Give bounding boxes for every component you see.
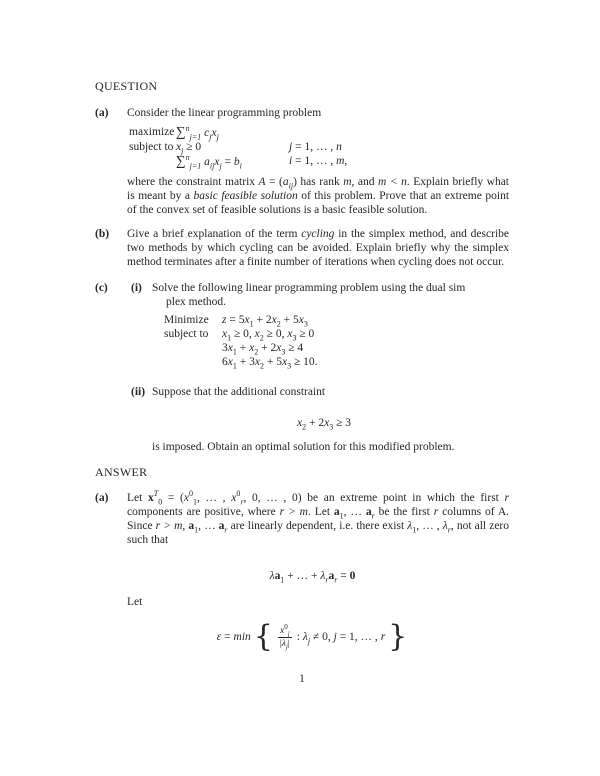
lp-a-row2-side: i = 1, … , m, bbox=[289, 155, 348, 167]
right-brace: } bbox=[388, 619, 408, 654]
lambda-combination-formula: $\lambda a_1$ + … + $\lambda_ra_r = 0$ bbox=[269, 570, 356, 585]
lp-a-row0-side bbox=[289, 125, 509, 140]
lp-c-row1-expr: $x_1 \ge 0$, $x_2 \ge 0$, $x_3 \ge 0$ bbox=[222, 328, 315, 343]
epsilon-suffix: : $\lambda_j \ne 0$, j = 1, … , r bbox=[296, 631, 386, 646]
left-brace: { bbox=[253, 619, 273, 654]
item-c-ii-label: (ii) bbox=[131, 386, 146, 398]
answer-a-label: (a) bbox=[95, 492, 109, 504]
item-a-body: where the constraint matrix $A = (a_{ij})$ has rank m, and m < n. Explain briefly what is meant by a basic feasible solution of this problem. Prove that an extreme point of the convex set of feasible solutions is a basic feasible solution. bbox=[127, 176, 510, 216]
answer-let-text: Let bbox=[127, 596, 143, 608]
answer-item-a bbox=[95, 491, 509, 655]
item-c-ii-outro: is imposed. Obtain an optimal solution for this modified problem. bbox=[152, 441, 455, 453]
lp-c-row0-expr: $z = 5x_1 + 2x_2 + 5x_3$ bbox=[222, 314, 308, 329]
lp-problem-c bbox=[164, 313, 509, 369]
lp-a-row0-expr: ∑$^n_{j=1}$ $c_jx_j$ bbox=[176, 124, 219, 142]
fraction-denominator: $|\lambda_j|$ bbox=[279, 638, 290, 651]
answer-a-body: Let $x^T_0 = (x^0_1$, … , $x^0_r$, 0, … , 0) be an extreme point in which the first r components are positive, where r > m. Let $a_1$, … $a_r$ be the first r columns of A. Since r > m, $a_1$, … $a_r$ are linearly dependent, i.e. there exist $\lambda_1$, … , $\lambda_r$, not all zero such that bbox=[127, 489, 510, 546]
lp-c-row3-expr: $6x_1 + 3x_2 + 5x_3 \ge 10$. bbox=[222, 356, 318, 371]
item-a-intro: Consider the linear programming problem bbox=[127, 107, 322, 119]
lp-c-row2-expr: $3x_1 + x_2 + 2x_3 \ge 4$ bbox=[222, 342, 304, 357]
lp-a-row2-label bbox=[129, 154, 176, 169]
epsilon-min-formula bbox=[115, 619, 509, 655]
item-a-label: (a) bbox=[95, 107, 109, 119]
constraint-formula: $x_2 + 2x_3 \ge 3$ bbox=[296, 417, 352, 432]
question-item-c bbox=[95, 281, 509, 454]
lp-a-row1-label: subject to bbox=[129, 141, 174, 153]
lp-c-row2-label bbox=[164, 341, 222, 355]
question-item-c-ii bbox=[128, 385, 509, 454]
text-block bbox=[95, 79, 509, 655]
item-c-label: (c) bbox=[95, 282, 108, 294]
question-item-c-i bbox=[128, 281, 509, 369]
lp-c-row0-label: Minimize bbox=[164, 314, 209, 326]
lp-c-row3-label bbox=[164, 355, 222, 369]
page-number: 1 bbox=[299, 673, 305, 685]
lp-a-row1-expr: $x_j \ge 0$ bbox=[176, 141, 202, 156]
question-heading: QUESTION bbox=[95, 79, 158, 93]
lp-problem-a bbox=[129, 125, 509, 169]
item-b-label: (b) bbox=[95, 228, 110, 240]
lp-a-row1-side: j = 1, … , n bbox=[289, 141, 342, 153]
lp-a-row2-expr: ∑$^n_{j=1}$ $a_{ij}x_j = b_i$ bbox=[176, 153, 242, 171]
fraction bbox=[278, 622, 292, 651]
item-c-i-intro: Solve the following linear programming problem using the dual sim plex method. bbox=[152, 282, 466, 308]
answer-heading: ANSWER bbox=[95, 465, 148, 479]
item-c-ii-intro: Suppose that the additional constraint bbox=[152, 386, 326, 398]
fraction-numerator: $x^0_j$ bbox=[279, 622, 290, 638]
question-item-b bbox=[95, 227, 509, 269]
epsilon-prefix: ε = min bbox=[216, 631, 251, 643]
question-item-a bbox=[95, 106, 509, 217]
item-b-body: Give a brief explanation of the term cycling in the simplex method, and describe two methods by which cycling can be avoided. Explain briefly why the simplex method terminates after a finite number of iterations when cycling does not occur. bbox=[127, 228, 509, 268]
lp-c-row1-label: subject to bbox=[164, 328, 209, 340]
item-c-i-label: (i) bbox=[131, 282, 142, 294]
lp-a-row0-label: maximize bbox=[129, 126, 175, 138]
